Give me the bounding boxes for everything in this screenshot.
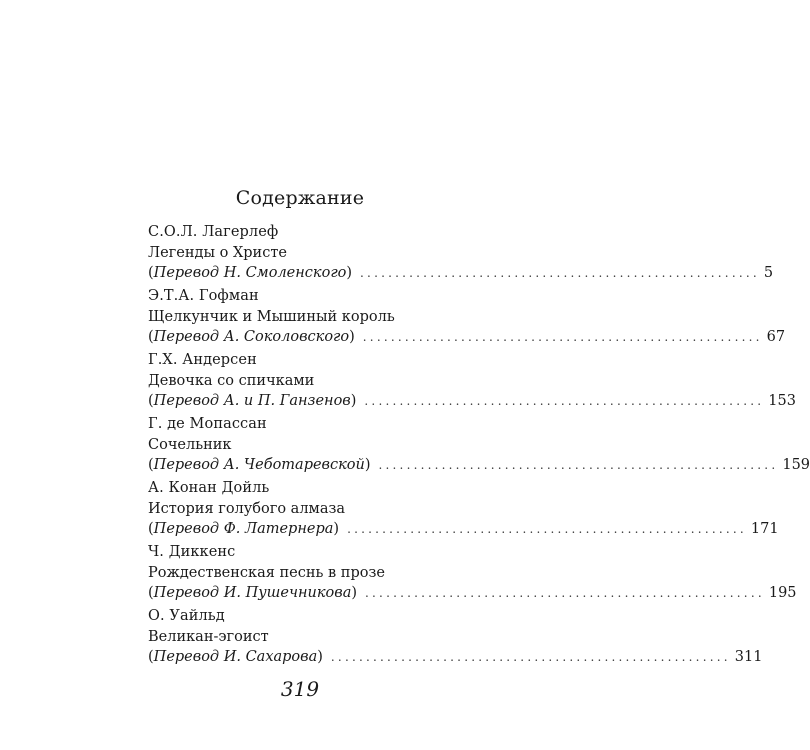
toc-entry [148, 222, 774, 286]
entry-page-number: 311 [734, 649, 763, 665]
entry-translator: (Перевод Ф. Латернера) [148, 521, 340, 537]
entry-page-number: 159 [782, 457, 810, 473]
entry-translator-line [148, 327, 786, 348]
entry-translator: (Перевод Н. Смоленского) [148, 265, 353, 281]
entry-title: Легенды о Христе [148, 244, 287, 261]
entry-title: История голубого алмаза [148, 500, 346, 517]
entry-page-number: 171 [750, 521, 779, 537]
entry-translator: (Перевод А. Соколовского) [148, 329, 355, 345]
entry-translator-line [148, 391, 796, 412]
dot-leader: ......................................................... [330, 650, 731, 664]
toc-entry [148, 478, 779, 542]
entry-title: Щелкунчик и Мышиный король [148, 308, 395, 325]
dot-leader: ......................................................... [365, 586, 765, 600]
dot-leader: ......................................................... [378, 458, 779, 472]
toc-heading: Содержание [235, 187, 365, 209]
entry-page-number: 153 [768, 393, 796, 409]
entry-author: Г. де Мопассан [148, 416, 267, 432]
entry-translator: (Перевод А. и П. Ганзенов) [148, 393, 357, 409]
entry-translator: (Перевод И. Сахарова) [148, 649, 323, 665]
toc-entry [148, 350, 796, 414]
entry-translator-line [148, 519, 779, 540]
dot-leader: ......................................................... [364, 394, 765, 408]
dot-leader: ......................................................... [360, 266, 760, 280]
entry-title: Великан-эгоист [148, 628, 269, 645]
entry-title: Сочельник [148, 436, 232, 453]
entry-author: Ч. Диккенс [148, 544, 236, 560]
entry-title: Девочка со спичками [148, 372, 315, 389]
toc-entry [148, 286, 786, 350]
entry-translator-line [148, 583, 797, 604]
entry-author: Г.Х. Андерсен [148, 352, 257, 368]
dot-leader: ......................................................... [347, 522, 747, 536]
entry-page-number: 195 [768, 585, 797, 601]
entry-translator-line [148, 455, 810, 476]
entry-author: С.О.Л. Лагерлеф [148, 224, 279, 240]
page-number-footer: 319 [280, 677, 320, 701]
entry-translator: (Перевод И. Пушечникова) [148, 585, 358, 601]
toc-entry [148, 606, 763, 670]
entry-translator: (Перевод А. Чеботаревской) [148, 457, 371, 473]
dot-leader: ......................................................... [362, 330, 763, 344]
toc-list [148, 222, 810, 670]
entry-author: Э.Т.А. Гофман [148, 288, 259, 304]
entry-translator-line [148, 647, 763, 668]
entry-author: О. Уайльд [148, 608, 225, 624]
toc-entry [148, 414, 810, 478]
entry-page-number: 67 [766, 329, 786, 345]
entry-title: Рождественская песнь в прозе [148, 564, 385, 581]
toc-entry [148, 542, 797, 606]
entry-page-number: 5 [763, 265, 774, 281]
entry-translator-line [148, 263, 774, 284]
entry-author: А. Конан Дойль [148, 480, 270, 496]
